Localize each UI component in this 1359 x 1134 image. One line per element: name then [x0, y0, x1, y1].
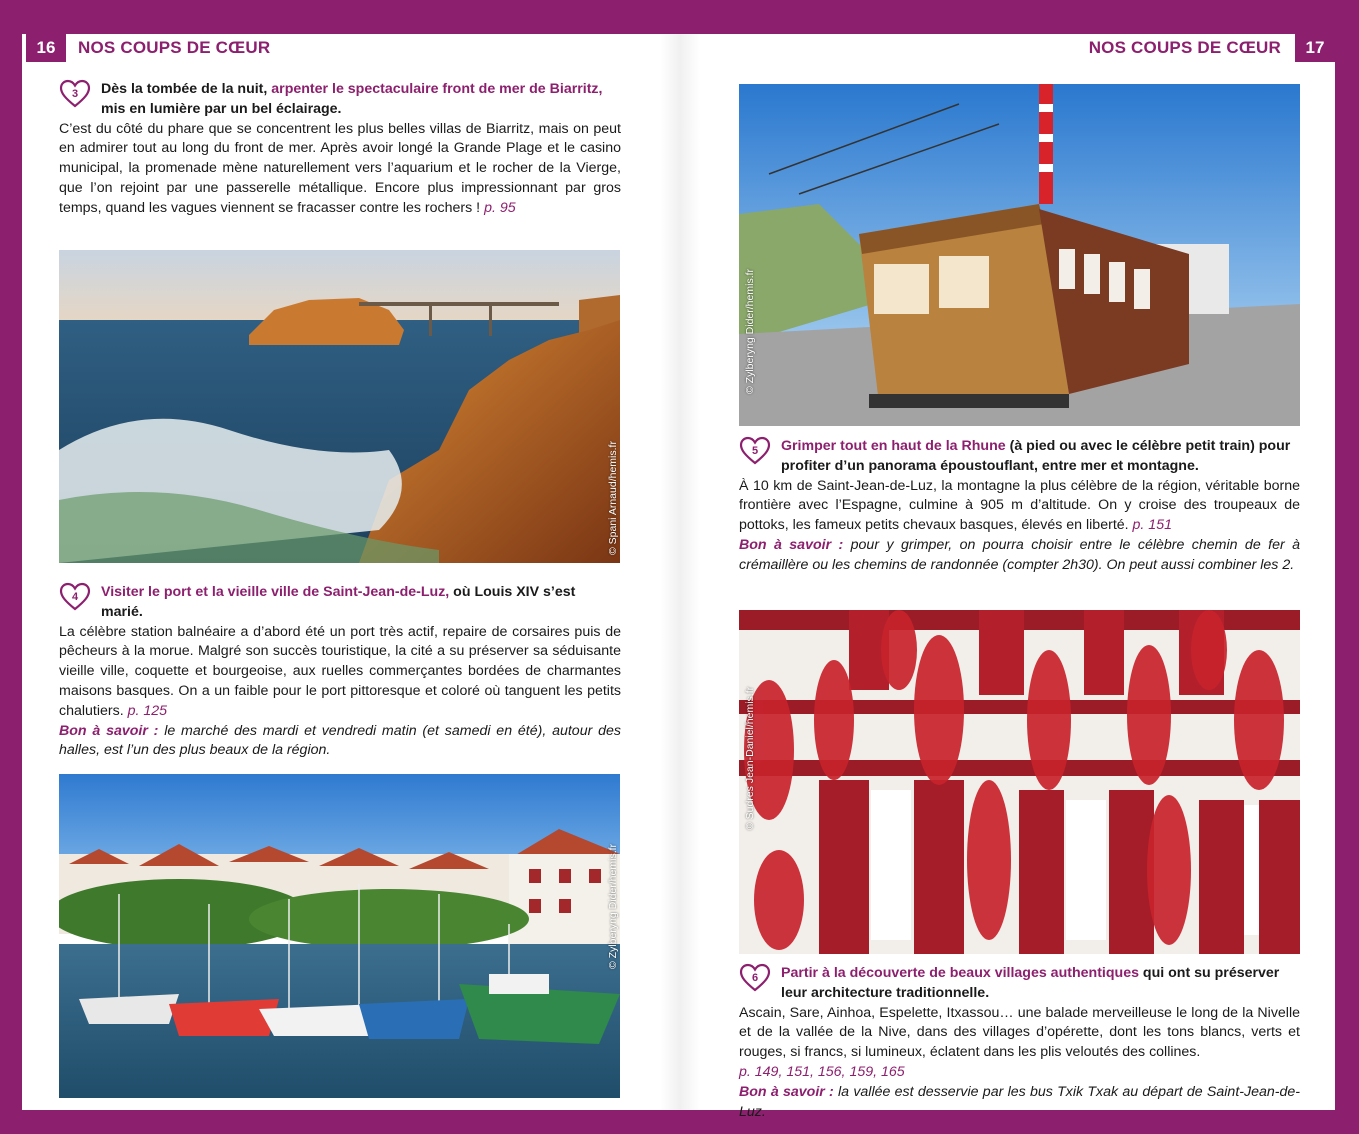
running-header-left: NOS COUPS DE CŒUR — [78, 38, 271, 57]
lead-rest: qui ont su préserver leur architecture traditionnelle. — [781, 965, 1280, 1001]
heart-number-icon — [739, 436, 771, 466]
tip-text: pour y grimper, on pourra choisir entre le célèbre chemin de fer à crémaillère ou les chemins de randonnée (compter 2h30). On peut aussi combiner les 2. — [739, 536, 1300, 573]
item-4 — [59, 583, 621, 761]
tip-label: Bon à savoir : — [739, 1083, 834, 1100]
photo-espelette-peppers — [739, 610, 1300, 954]
heart-number-icon — [739, 963, 771, 993]
lead-text: Dès la tombée de la nuit, — [101, 81, 272, 97]
tip-text: la vallée est desservie par les bus Txik Txak au départ de Saint-Jean-de-Luz. — [739, 1083, 1300, 1120]
page-number-right: 17 — [1295, 34, 1335, 62]
item-body — [739, 1004, 1300, 1063]
running-header-right: NOS COUPS DE CŒUR — [1088, 38, 1281, 57]
photo-credit: © Spani Arnaud/hemis.fr — [607, 441, 619, 555]
body-text: À 10 km de Saint-Jean-de-Luz, la montagne la plus célèbre de la région, véritable borne frontière avec l’Espagne, culmine à 905 m d’altitude. On y croise des troupeaux de pottoks, les fameux petits chevaux basques, élevés en liberté. — [739, 477, 1300, 534]
heart-number-icon — [59, 79, 91, 109]
photo-credit: © Zylberyng Dider/hemis.fr — [607, 843, 619, 969]
body-text: La célèbre station balnéaire a d’abord été un port très actif, repaire de corsaires puis de pêcheurs à la morue. Malgré son succès touristique, la cité a su préserver sa séduisante vieille ville, coquette et bourgeoise, aux ruelles commerçantes bordées de charmantes maisons basques. On a un faible pour le port pittoresque et coloré où tanguent les petits chalutiers. — [59, 623, 621, 719]
page-ref: p. 95 — [484, 199, 516, 216]
tip — [739, 536, 1300, 576]
item-body — [739, 477, 1300, 536]
lead-rest: (à pied ou avec le célèbre petit train) pour profiter d’un panorama époustouflant, entre mer et montagne. — [781, 438, 1291, 474]
item-lead — [59, 80, 621, 120]
item-lead — [59, 583, 621, 623]
item-body — [59, 120, 621, 219]
item-number: 5 — [751, 445, 759, 457]
item-lead — [739, 964, 1300, 1004]
item-number: 4 — [71, 591, 79, 603]
photo-rhune-train — [739, 84, 1300, 426]
photo-biarritz-rock — [59, 250, 620, 563]
body-text: C’est du côté du phare que se concentrent les plus belles villas de Biarritz, mais on peut en admirer tout au long du front de mer. Après avoir longé la Grande Plage et le casino municipal, la promenade mène naturellement vers l’aquarium et le rocher de la Vierge, que l’on rejoint par une passerelle métallique. Encore plus impressionnant par gros temps, quand les vagues viennent se fracasser contre les rochers ! — [59, 120, 621, 216]
photo-credit: © Sudres Jean-Daniel/hemis.fr — [744, 686, 756, 830]
tip — [739, 1083, 1300, 1123]
photo-credit: © Zylberyng Dider/hemis.fr — [744, 268, 756, 394]
lead-highlight: arpenter le spectaculaire front de mer de Biarritz, — [271, 81, 603, 97]
lead-highlight: Visiter le port et la vieille ville de Saint-Jean-de-Luz, — [101, 584, 450, 600]
page-ref: p. 151 — [1132, 517, 1172, 534]
page-ref: p. 125 — [127, 702, 168, 719]
item-lead — [739, 437, 1300, 477]
tip-label: Bon à savoir : — [739, 536, 844, 553]
tip-label: Bon à savoir : — [59, 722, 159, 739]
lead-rest: mis en lumière par un bel éclairage. — [101, 100, 342, 117]
lead-highlight: Partir à la découverte de beaux villages authentiques — [781, 965, 1139, 981]
item-number: 6 — [751, 972, 759, 984]
item-3 — [59, 80, 621, 219]
tip-text: le marché des mardi et vendredi matin (et samedi en été), autour des halles, est l’un des plus beaux de la région. — [59, 722, 621, 759]
lead-highlight: Grimper tout en haut de la Rhune — [781, 438, 1006, 454]
tip — [59, 722, 621, 762]
item-body — [59, 623, 621, 722]
lead-rest: où Louis XIV s’est marié. — [101, 584, 576, 620]
item-5 — [739, 437, 1300, 576]
page-number-left: 16 — [26, 34, 66, 62]
page-gutter — [660, 34, 700, 1110]
item-6 — [739, 964, 1300, 1122]
photo-saint-jean-de-luz-port — [59, 774, 620, 1098]
heart-number-icon — [59, 582, 91, 612]
body-text: Ascain, Sare, Ainhoa, Espelette, Itxassou… une balade merveilleuse le long de la Nivelle et de la vallée de la Nive, dans des villages d’opérette, dont les tons blancs, verts et rouges, si francs, si lumineux, éclatent dans les plis veloutés des collines. — [739, 1004, 1300, 1061]
item-number: 3 — [71, 88, 79, 100]
page-ref: p. 149, 151, 156, 159, 165 — [739, 1063, 905, 1080]
